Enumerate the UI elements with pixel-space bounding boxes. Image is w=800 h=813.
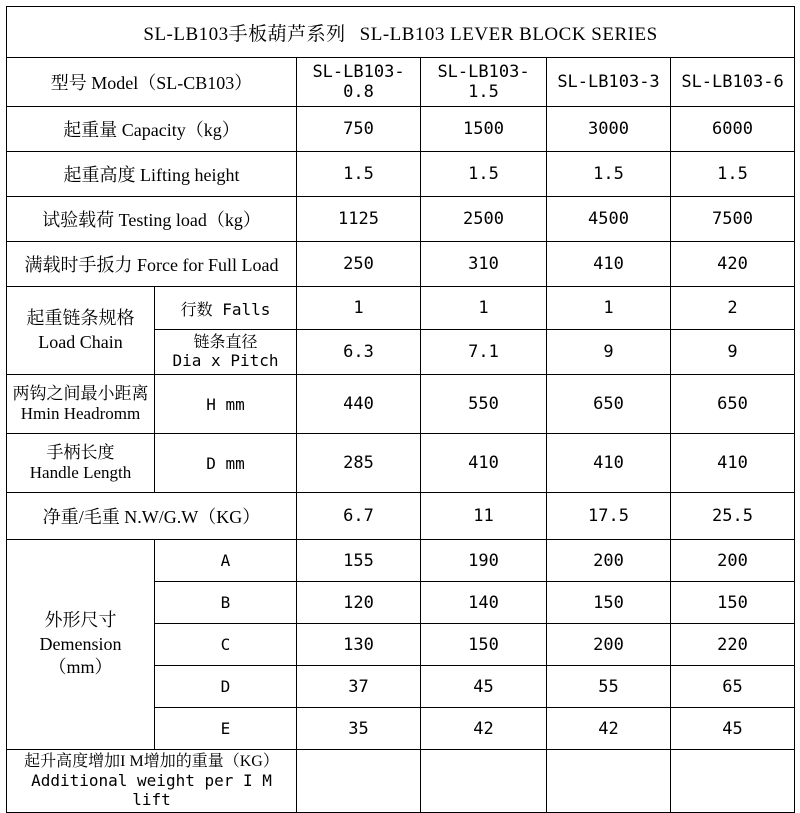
specification-table	[6, 6, 795, 813]
cell-force-full-load-0: 250	[297, 242, 421, 287]
cell-weight-0: 6.7	[297, 493, 421, 540]
cell-dim-e-0: 35	[297, 708, 421, 750]
cell-testing-load-3: 7500	[671, 197, 795, 242]
sub-label-dia-pitch-en: Dia x Pitch	[172, 351, 279, 370]
cell-weight-3: 25.5	[671, 493, 795, 540]
cell-dim-e-1: 42	[421, 708, 547, 750]
cell-dim-d-3: 65	[671, 666, 795, 708]
cell-weight-2: 17.5	[547, 493, 671, 540]
title-chinese: SL-LB103手板葫芦系列	[143, 23, 346, 45]
cell-lifting-height-0: 1.5	[297, 152, 421, 197]
table-title	[7, 7, 795, 58]
table-row	[7, 434, 795, 493]
row-label-force-full-load: 满载时手扳力 Force for Full Load	[7, 242, 297, 287]
cell-hmin-1: 550	[421, 375, 547, 434]
group-label-load-chain	[7, 287, 155, 375]
group-label-load-chain-en: Load Chain	[38, 331, 123, 352]
row-label-handle-length	[7, 434, 155, 493]
cell-dim-a-2: 200	[547, 540, 671, 582]
cell-additional-weight-2	[547, 750, 671, 813]
table-row	[7, 152, 795, 197]
cell-hmin-0: 440	[297, 375, 421, 434]
header-model-label: 型号 Model（SL-CB103）	[7, 58, 297, 107]
header-model-2: SL-LB103-3	[547, 58, 671, 107]
table-header-row	[7, 58, 795, 107]
cell-dim-a-3: 200	[671, 540, 795, 582]
cell-force-full-load-3: 420	[671, 242, 795, 287]
cell-capacity-3: 6000	[671, 107, 795, 152]
cell-dia-pitch-2: 9	[547, 330, 671, 375]
cell-dim-b-1: 140	[421, 582, 547, 624]
table-title-row	[7, 7, 795, 58]
row-label-handle-length-cn: 手柄长度	[46, 442, 115, 462]
cell-force-full-load-1: 310	[421, 242, 547, 287]
table-row	[7, 197, 795, 242]
cell-additional-weight-0	[297, 750, 421, 813]
cell-dim-a-1: 190	[421, 540, 547, 582]
cell-dim-a-0: 155	[297, 540, 421, 582]
cell-dia-pitch-3: 9	[671, 330, 795, 375]
sub-label-dia-pitch-cn: 链条直径	[193, 333, 258, 351]
sub-label-dim-a: A	[155, 540, 297, 582]
sub-label-hmin: H mm	[155, 375, 297, 434]
title-english: SL-LB103 LEVER BLOCK SERIES	[359, 23, 658, 45]
header-model-0: SL-LB103-0.8	[297, 58, 421, 107]
table-row	[7, 242, 795, 287]
group-label-dimension-unit: （mm）	[48, 657, 113, 678]
cell-falls-1: 1	[421, 287, 547, 330]
row-label-additional-weight-cn: 起升高度增加I M增加的重量（KG）	[24, 753, 279, 770]
cell-handle-3: 410	[671, 434, 795, 493]
row-label-testing-load: 试验载荷 Testing load（kg）	[7, 197, 297, 242]
cell-additional-weight-1	[421, 750, 547, 813]
cell-dim-b-2: 150	[547, 582, 671, 624]
sub-label-dia-pitch	[155, 330, 297, 375]
cell-dim-c-1: 150	[421, 624, 547, 666]
cell-force-full-load-2: 410	[547, 242, 671, 287]
cell-falls-3: 2	[671, 287, 795, 330]
row-label-handle-length-en: Handle Length	[29, 463, 132, 482]
group-label-dimension	[7, 540, 155, 750]
sub-label-dim-e: E	[155, 708, 297, 750]
cell-dia-pitch-0: 6.3	[297, 330, 421, 375]
cell-lifting-height-1: 1.5	[421, 152, 547, 197]
cell-lifting-height-2: 1.5	[547, 152, 671, 197]
cell-dim-b-0: 120	[297, 582, 421, 624]
cell-dim-d-0: 37	[297, 666, 421, 708]
cell-dim-e-2: 42	[547, 708, 671, 750]
cell-dim-c-3: 220	[671, 624, 795, 666]
sub-label-dim-c: C	[155, 624, 297, 666]
group-label-load-chain-cn: 起重链条规格	[26, 308, 135, 329]
cell-falls-0: 1	[297, 287, 421, 330]
cell-falls-2: 1	[547, 287, 671, 330]
cell-testing-load-1: 2500	[421, 197, 547, 242]
row-label-lifting-height: 起重高度 Lifting height	[7, 152, 297, 197]
sub-label-dim-b: B	[155, 582, 297, 624]
header-model-3: SL-LB103-6	[671, 58, 795, 107]
cell-handle-1: 410	[421, 434, 547, 493]
row-label-hmin	[7, 375, 155, 434]
cell-handle-0: 285	[297, 434, 421, 493]
group-label-dimension-en: Demension	[39, 633, 122, 654]
cell-handle-2: 410	[547, 434, 671, 493]
cell-dim-e-3: 45	[671, 708, 795, 750]
cell-additional-weight-3	[671, 750, 795, 813]
sub-label-falls: 行数 Falls	[155, 287, 297, 330]
cell-weight-1: 11	[421, 493, 547, 540]
table-row	[7, 107, 795, 152]
row-label-net-gross-weight: 净重/毛重 N.W/G.W（KG）	[7, 493, 297, 540]
cell-testing-load-0: 1125	[297, 197, 421, 242]
row-label-capacity: 起重量 Capacity（kg）	[7, 107, 297, 152]
table-row	[7, 375, 795, 434]
cell-dim-d-2: 55	[547, 666, 671, 708]
cell-hmin-3: 650	[671, 375, 795, 434]
cell-dim-c-2: 200	[547, 624, 671, 666]
table-footer-row	[7, 750, 795, 813]
cell-hmin-2: 650	[547, 375, 671, 434]
sub-label-handle: D mm	[155, 434, 297, 493]
cell-testing-load-2: 4500	[547, 197, 671, 242]
row-label-additional-weight-en: Additional weight per I M lift	[31, 771, 272, 810]
row-label-additional-weight	[7, 750, 297, 813]
row-label-hmin-cn: 两钩之间最小距离	[12, 383, 149, 403]
cell-dim-b-3: 150	[671, 582, 795, 624]
table-row	[7, 287, 795, 330]
table-row	[7, 540, 795, 582]
table-row	[7, 493, 795, 540]
group-label-dimension-cn: 外形尺寸	[44, 610, 117, 631]
sub-label-dim-d: D	[155, 666, 297, 708]
cell-lifting-height-3: 1.5	[671, 152, 795, 197]
cell-capacity-0: 750	[297, 107, 421, 152]
header-model-1: SL-LB103-1.5	[421, 58, 547, 107]
cell-capacity-1: 1500	[421, 107, 547, 152]
cell-capacity-2: 3000	[547, 107, 671, 152]
cell-dim-c-0: 130	[297, 624, 421, 666]
cell-dim-d-1: 45	[421, 666, 547, 708]
cell-dia-pitch-1: 7.1	[421, 330, 547, 375]
row-label-hmin-en: Hmin Headromm	[20, 404, 141, 423]
